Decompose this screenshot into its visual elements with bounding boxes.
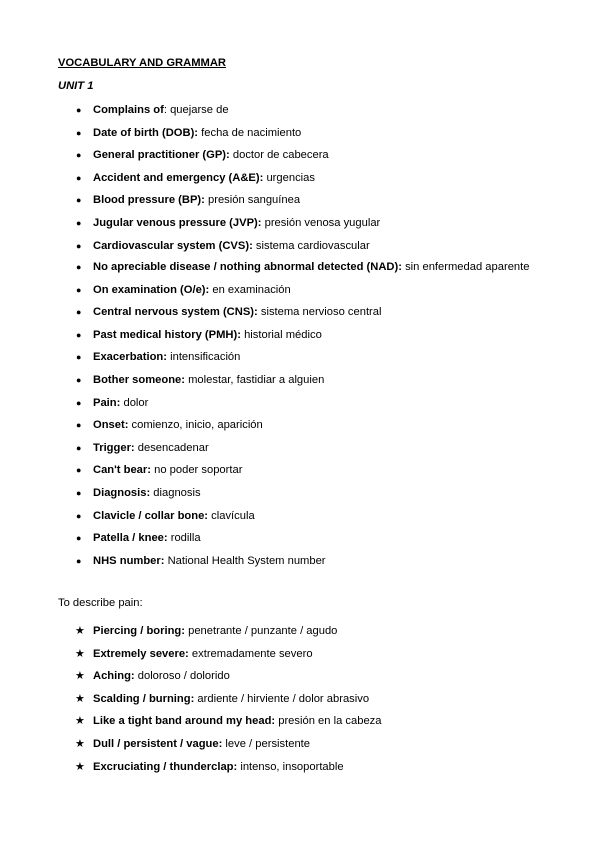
- definition: en examinación: [209, 283, 291, 296]
- term: Accident and emergency (A&E):: [93, 171, 264, 184]
- list-item: [0, 189, 600, 212]
- star-icon: ★: [75, 670, 85, 683]
- list-item: [0, 301, 600, 324]
- definition: diagnosis: [150, 487, 201, 499]
- term: Can't bear:: [93, 464, 151, 477]
- definition: extremadamente severo: [188, 647, 313, 660]
- bullet-icon: ●: [76, 329, 82, 340]
- definition: quejarse de: [166, 104, 229, 116]
- definition: intensificación: [167, 351, 241, 364]
- list-item: [0, 665, 600, 688]
- list-item: [0, 688, 600, 711]
- vocabulary-list: [0, 99, 600, 572]
- list-item: [0, 346, 600, 369]
- bullet-icon: ●: [76, 217, 82, 228]
- list-item: [0, 212, 600, 235]
- star-icon: ★: [75, 625, 85, 637]
- list-item: [0, 459, 600, 482]
- definition: ardiente / hirviente / dolor abrasivo: [194, 692, 370, 705]
- term: Like a tight band around my head:: [93, 715, 276, 728]
- definition: leve / persistente: [222, 737, 310, 750]
- list-item: [0, 710, 600, 733]
- term: Central nervous system (CNS):: [93, 306, 258, 319]
- term: Complains of: [93, 104, 164, 116]
- definition: no poder soportar: [151, 464, 243, 477]
- bullet-icon: ●: [76, 488, 82, 498]
- definition: desencadenar: [134, 441, 209, 454]
- list-item: [0, 99, 600, 122]
- term: No apreciable disease / nothing abnormal detected (NAD):: [93, 261, 402, 274]
- definition: comienzo, inicio, aparición: [128, 419, 263, 432]
- list-item: [0, 369, 600, 392]
- definition: rodilla: [167, 532, 201, 545]
- term: Date of birth (DOB):: [93, 126, 199, 139]
- definition: doctor de cabecera: [229, 149, 329, 162]
- bullet-icon: ●: [76, 172, 82, 183]
- list-item: [0, 144, 600, 167]
- term: Extremely severe:: [93, 647, 189, 660]
- star-icon: ★: [75, 715, 85, 728]
- term: Bother someone:: [93, 374, 185, 387]
- list-item: [0, 643, 600, 666]
- term: NHS number:: [93, 554, 165, 567]
- star-icon: ★: [75, 692, 85, 705]
- definition: dolor: [120, 396, 149, 409]
- bullet-icon: ●: [76, 465, 82, 476]
- list-item: [0, 167, 600, 190]
- bullet-icon: ●: [76, 555, 82, 566]
- term: On examination (O/e):: [93, 283, 210, 296]
- term: Trigger:: [93, 441, 135, 454]
- definition: presión sanguínea: [204, 194, 301, 207]
- bullet-icon: ●: [76, 510, 82, 521]
- term: Jugular venous pressure (JVP):: [93, 216, 262, 229]
- list-item: [0, 756, 600, 779]
- bullet-icon: ●: [76, 105, 82, 115]
- bullet-icon: ●: [76, 284, 82, 295]
- pain-intro: To describe pain:: [58, 597, 143, 609]
- definition: doloroso / dolorido: [134, 670, 230, 683]
- star-icon: ★: [75, 760, 85, 773]
- bullet-icon: ●: [76, 262, 82, 273]
- term: Clavicle / collar bone:: [93, 509, 209, 522]
- term: Scalding / burning:: [93, 692, 195, 705]
- bullet-icon: ●: [76, 195, 82, 206]
- definition: sin enfermedad aparente: [401, 261, 530, 274]
- list-item: [0, 279, 600, 302]
- list-item: [0, 550, 600, 573]
- list-item: [0, 122, 600, 145]
- term: Cardiovascular system (CVS):: [93, 239, 253, 252]
- list-item: [0, 482, 600, 505]
- definition: penetrante / punzante / agudo: [185, 625, 338, 637]
- bullet-icon: ●: [76, 375, 82, 386]
- term: Pain:: [93, 396, 121, 409]
- term: Excruciating / thunderclap:: [93, 760, 238, 773]
- bullet-icon: ●: [76, 307, 82, 318]
- definition: fecha de nacimiento: [198, 126, 302, 139]
- definition: molestar, fastidiar a alguien: [185, 374, 325, 387]
- term: Exacerbation:: [93, 351, 167, 364]
- list-item: [0, 505, 600, 528]
- bullet-icon: ●: [76, 127, 82, 138]
- section-heading: VOCABULARY AND GRAMMAR: [58, 57, 227, 69]
- bullet-icon: ●: [76, 442, 82, 453]
- term: Diagnosis:: [93, 487, 151, 499]
- term: Piercing / boring:: [93, 625, 185, 637]
- definition: presión venosa yugular: [261, 216, 381, 229]
- bullet-icon: ●: [76, 240, 82, 251]
- list-item: [0, 235, 600, 258]
- definition: historial médico: [240, 328, 322, 341]
- definition: sistema cardiovascular: [252, 239, 370, 252]
- term: Aching:: [93, 670, 135, 683]
- definition: urgencias: [263, 171, 315, 184]
- star-icon: ★: [75, 647, 85, 660]
- term: Blood pressure (BP):: [93, 194, 205, 207]
- list-item: [0, 392, 600, 415]
- star-icon: ★: [75, 737, 85, 750]
- term: General practitioner (GP):: [93, 149, 230, 162]
- list-item: [0, 257, 600, 279]
- list-item: [0, 324, 600, 347]
- bullet-icon: ●: [76, 420, 82, 431]
- bullet-icon: ●: [76, 352, 82, 363]
- list-item: [0, 437, 600, 460]
- list-item: [0, 733, 600, 756]
- term: Patella / knee:: [93, 532, 168, 545]
- definition: sistema nervioso central: [257, 306, 382, 319]
- bullet-icon: ●: [76, 533, 82, 544]
- term: Onset:: [93, 419, 129, 432]
- unit-label: UNIT 1: [58, 80, 94, 92]
- definition: National Health System number: [164, 554, 326, 567]
- definition: clavícula: [208, 509, 255, 522]
- definition: presión en la cabeza: [275, 715, 382, 728]
- definition: intenso, insoportable: [237, 760, 344, 773]
- bullet-icon: ●: [76, 150, 82, 161]
- term: Dull / persistent / vague:: [93, 737, 223, 750]
- pain-list: [0, 620, 600, 778]
- list-item: [0, 414, 600, 437]
- bullet-icon: ●: [76, 397, 82, 408]
- term: Past medical history (PMH):: [93, 328, 241, 341]
- list-item: [0, 620, 600, 643]
- list-item: [0, 527, 600, 550]
- term-separator: :: [163, 104, 167, 116]
